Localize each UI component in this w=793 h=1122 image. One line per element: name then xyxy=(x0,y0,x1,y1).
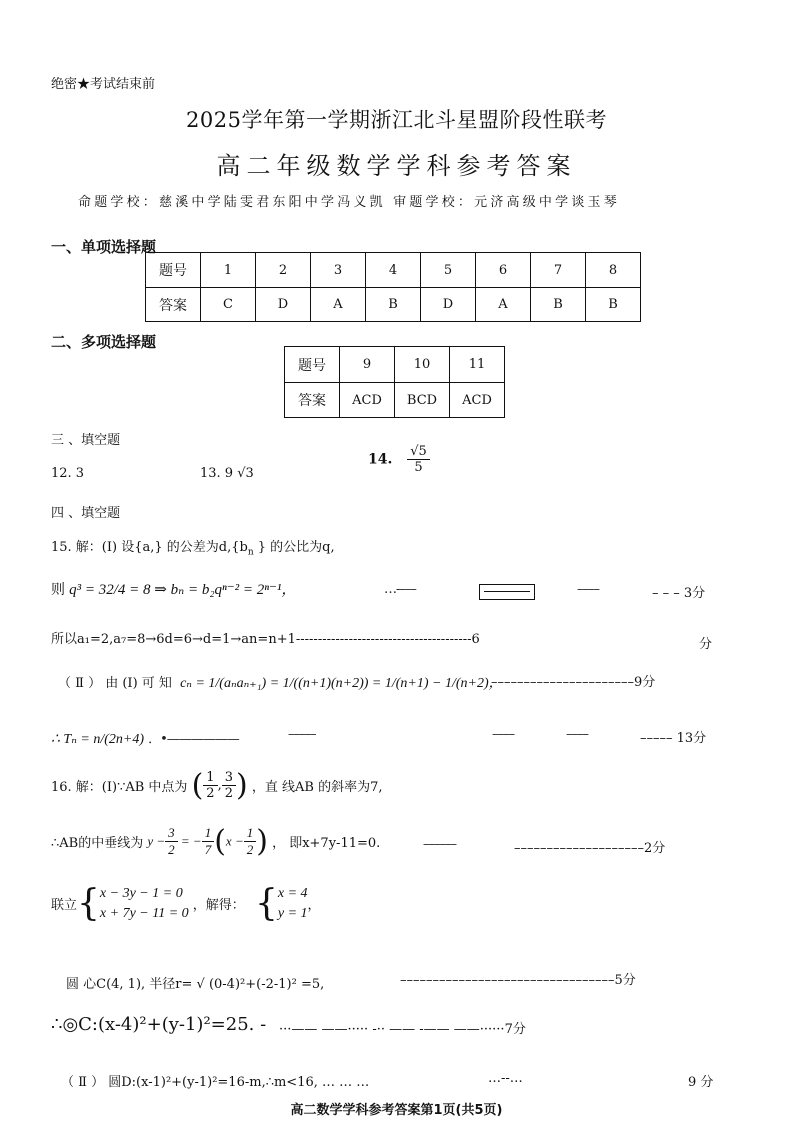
table-row xyxy=(285,347,505,383)
q16-part2-score: 9 分 xyxy=(688,1075,714,1090)
table-cell: D xyxy=(421,288,476,322)
q16-line2-score: ––––––––––––––––––––2分 xyxy=(514,841,666,856)
table-cell: B xyxy=(531,288,586,322)
section-1-heading: 一、单项选择题 xyxy=(51,238,157,256)
q16-line2-post: ， 即x+7y-11=0. xyxy=(272,836,381,851)
table-cell: ACD xyxy=(340,383,395,418)
linear-system-1 xyxy=(100,884,189,924)
q15-part3 xyxy=(51,728,239,748)
system-eq-2: x + 7y − 11 = 0 xyxy=(99,905,189,921)
single-choice-table xyxy=(145,252,641,322)
table-cell: 2 xyxy=(256,253,311,288)
answer-13: 13. 9 √3 xyxy=(200,466,254,481)
q15-line1-box xyxy=(479,581,535,600)
q15-intro-text: 15. 解：(I) 设{a,} 的公差为d,{b xyxy=(51,540,248,555)
q15-part3-dots: ．•—————— xyxy=(148,732,239,747)
q16-line5: ∴◎C:(x-4)²+(y-1)²=25. - xyxy=(51,1014,267,1035)
table-cell: 9 xyxy=(340,347,395,383)
table-cell: B xyxy=(366,288,421,322)
q16-line2-pre: ∴AB的中垂线为 xyxy=(51,836,144,851)
table-cell: D xyxy=(256,288,311,322)
row-label-question: 题号 xyxy=(146,253,201,288)
table-cell: A xyxy=(476,288,531,322)
q15-part3-score: ––––– 13分 xyxy=(640,731,707,746)
q15-line1-dash: –––– xyxy=(577,582,599,597)
q16-line2: ∴AB的中垂线为 y − $\frac{3}{2}$ = − $\frac{1}{7}$ (x − $\frac{1}{2}$ ) ， 即x+7y-11=0. xyxy=(51,824,381,859)
page-title: 2025学年第一学期浙江北斗星盟阶段性联考 xyxy=(186,108,607,132)
midpoint-y: $\frac{3}{2}$ xyxy=(222,770,236,801)
q16-line3-end: ， xyxy=(307,898,321,913)
row-label-answer: 答案 xyxy=(285,383,340,418)
q15-part2 xyxy=(58,672,503,692)
q16-line3-mid: ，解得： xyxy=(192,898,245,913)
answer-14-label: 14. xyxy=(368,451,393,468)
q16-line4: 圆 心C(4, 1), 半径r= √ (0-4)²+(-2-1)² =5, xyxy=(66,977,325,992)
table-cell: C xyxy=(201,288,256,322)
q15-part3-formula: ∴ Tₙ = n/(2n+4) xyxy=(51,732,144,747)
section-2-heading: 二、多项选择题 xyxy=(51,333,157,351)
q15-line1 xyxy=(51,578,296,599)
table-cell: 6 xyxy=(476,253,531,288)
q15-part2-pre: （ Ⅱ ） 由 (I) 可 知 xyxy=(58,676,172,691)
solution-system xyxy=(278,884,308,924)
table-cell: B xyxy=(586,288,641,322)
fraction-numerator: √5 xyxy=(407,444,430,460)
table-cell: 10 xyxy=(395,347,450,383)
q15-line2: 所以a₁=2,a₇=8→6d=6→d=1→an=n+1----------------------------------------6 xyxy=(51,632,480,647)
q15-part2-score: ––––––––––––––––––––––9分 xyxy=(491,675,656,690)
row-label-question: 题号 xyxy=(285,347,340,383)
page-footer: 高二数学学科参考答案第1页(共5页) xyxy=(290,1103,503,1118)
answer-14-fraction xyxy=(407,444,430,475)
q16-part2: （ Ⅱ ） 圆D:(x-1)²+(y-1)²=16-m,∴m<16, … … … xyxy=(61,1075,370,1090)
q15-part3-dash-1: ––––– xyxy=(288,727,316,742)
q15-part3-dash-3: –––– xyxy=(566,727,588,742)
q15-intro xyxy=(51,536,335,558)
q15-part3-dash-2: –––– xyxy=(492,727,514,742)
section-3-heading: 三 、填空题 xyxy=(51,433,121,448)
bisector-frac-3: $\frac{1}{2}$ xyxy=(244,825,257,858)
table-cell: 5 xyxy=(421,253,476,288)
confidential-label: 绝密★考试结束前 xyxy=(51,77,156,92)
q15-intro-sub: n xyxy=(247,547,254,558)
page-subtitle: 高二年级数学学科参考答案 xyxy=(216,152,577,180)
schools-line: 命题学校：慈溪中学陆雯君东阳中学冯义凯 审题学校：元济高级中学谈玉琴 xyxy=(78,195,620,210)
table-row xyxy=(146,253,641,288)
q15-line1-pre: 则 xyxy=(51,582,65,598)
bisector-frac-1: $\frac{3}{2}$ xyxy=(165,825,178,858)
boxed-line-icon xyxy=(479,584,535,600)
bisector-frac-2: $\frac{1}{7}$ xyxy=(202,825,215,858)
q15-line2-score: 分 xyxy=(699,637,713,652)
answer-12: 12. 3 xyxy=(51,466,85,481)
q15-intro-end: } 的公比为q, xyxy=(253,540,335,555)
q16-line3-pre: 联立 xyxy=(51,898,78,913)
table-cell: 8 xyxy=(586,253,641,288)
q15-part2-formula: cₙ = 1/(aₙaₙ₊₁) = 1/((n+1)(n+2)) = 1/(n+1) − 1/(n+2)， xyxy=(180,676,503,691)
solution-x: x = 4 xyxy=(277,885,308,901)
q15-line1-dots: …-––– xyxy=(384,582,416,597)
q16-line3: 联立{ x − 3y − 1 = 0 x + 7y − 11 = 0 ，解得： { x = 4 y = 1 ， xyxy=(51,883,321,924)
q16-line4-score: –––––––––––––––––––––––––––––––––5分 xyxy=(400,973,636,988)
q16-intro-pre: 16. 解：(I)∵AB 中点为 xyxy=(51,780,188,795)
table-row xyxy=(285,383,505,418)
q16-line2-dash: –––––– xyxy=(423,837,456,852)
table-cell: 4 xyxy=(366,253,421,288)
section-4-heading: 四 、填空题 xyxy=(51,506,121,521)
q16-part2-dots: …--… xyxy=(488,1071,523,1086)
table-cell: 3 xyxy=(311,253,366,288)
q15-line1-score: – – – 3分 xyxy=(652,586,706,601)
table-cell: BCD xyxy=(395,383,450,418)
multi-choice-table xyxy=(284,346,505,418)
q16-intro: 16. 解：(I)∵AB 中点为 ( $\frac{1}{2}$ , $\frac{3}{2}$ ) ，直 线AB 的斜率为7, xyxy=(51,768,383,803)
q16-line5-dots: ···—— ——····· -·· —— -—— ——······7分 xyxy=(279,1022,526,1037)
table-cell: 1 xyxy=(201,253,256,288)
answer-14 xyxy=(368,444,430,475)
q15-line1-formula: q³ = 32/4 = 8 ⇒ bₙ = b₂qⁿ⁻² = 2ⁿ⁻¹， xyxy=(69,582,297,598)
table-cell: 7 xyxy=(531,253,586,288)
table-cell: A xyxy=(311,288,366,322)
fraction-denominator: 5 xyxy=(414,460,423,475)
table-cell: ACD xyxy=(450,383,505,418)
system-eq-1: x − 3y − 1 = 0 xyxy=(99,885,183,901)
solution-y: y = 1 xyxy=(277,905,308,921)
q16-intro-post: ，直 线AB 的斜率为7, xyxy=(251,780,383,795)
row-label-answer: 答案 xyxy=(146,288,201,322)
table-cell: 11 xyxy=(450,347,505,383)
table-row xyxy=(146,288,641,322)
midpoint-x: $\frac{1}{2}$ xyxy=(203,770,217,801)
